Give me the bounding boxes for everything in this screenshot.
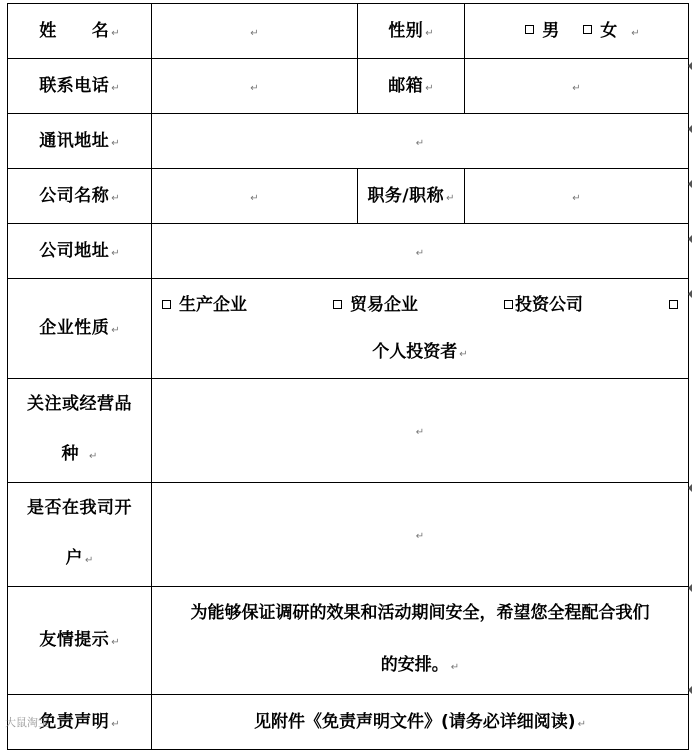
- row-products: [8, 379, 689, 483]
- row-marker-icon: [688, 235, 692, 243]
- email-label-cell: [358, 59, 465, 114]
- disclaimer-link[interactable]: 见附件《免责声明文件》(请务必详细阅读): [254, 711, 576, 732]
- nature-label: 企业性质: [39, 318, 110, 339]
- name-label: 姓 名: [39, 20, 110, 41]
- row-marker-icon: [688, 584, 692, 592]
- row-notice: [8, 587, 689, 695]
- address-label: 通讯地址: [39, 130, 110, 151]
- row-marker-icon: [688, 686, 692, 694]
- nature-option-label: 投资公司: [515, 295, 583, 316]
- row-nature: [8, 279, 689, 379]
- checkbox-icon[interactable]: [525, 25, 534, 34]
- return-mark: ↵: [450, 662, 460, 673]
- nature-option-investment[interactable]: [504, 295, 583, 315]
- nature-option-label: 生产企业: [179, 295, 247, 316]
- name-label-cell: [8, 4, 152, 59]
- products-label-text: 种: [61, 444, 80, 464]
- checkbox-icon[interactable]: [504, 300, 513, 309]
- row-marker-icon: [688, 290, 692, 298]
- nature-option-label: 贸易企业: [350, 295, 418, 316]
- notice-label: 友情提示: [39, 630, 110, 651]
- email-field[interactable]: [465, 59, 689, 114]
- return-mark: ↵: [89, 451, 98, 462]
- row-company: [8, 169, 689, 224]
- return-mark: ↵: [111, 82, 120, 94]
- return-mark: ↵: [415, 137, 425, 149]
- gender-options-cell: [465, 4, 689, 59]
- form-table: [7, 3, 689, 750]
- disclaimer-text-cell: [152, 695, 689, 750]
- company-field[interactable]: [152, 169, 358, 224]
- nature-option-label: 个人投资者: [372, 341, 458, 362]
- company-label: 公司名称: [39, 185, 110, 206]
- nature-option-trade[interactable]: [333, 295, 418, 315]
- notice-text: 的安排。: [380, 655, 449, 675]
- return-mark: ↵: [111, 27, 120, 39]
- position-field[interactable]: [465, 169, 689, 224]
- position-label: 职务/职称: [367, 185, 445, 206]
- nature-label-cell: [8, 279, 152, 379]
- gender-option-male[interactable]: [525, 21, 559, 41]
- position-label-cell: [358, 169, 465, 224]
- return-mark: ↵: [425, 82, 434, 94]
- return-mark: ↵: [415, 247, 425, 259]
- phone-label-cell: [8, 59, 152, 114]
- account-field[interactable]: [152, 483, 689, 587]
- company-address-label-cell: [8, 224, 152, 279]
- account-label-text: 户: [65, 548, 84, 568]
- return-mark: ↵: [111, 718, 120, 730]
- phone-label: 联系电话: [39, 75, 110, 96]
- return-mark: ↵: [631, 27, 640, 39]
- gender-label-cell: [358, 4, 465, 59]
- row-account: [8, 483, 689, 587]
- nature-option-individual[interactable]: [152, 342, 688, 362]
- products-label-cell: [8, 379, 152, 483]
- email-label: 邮箱: [388, 75, 424, 96]
- nature-options-cell: [152, 279, 689, 379]
- account-label-line2: [8, 533, 151, 586]
- row-phone: [8, 59, 689, 114]
- notice-text-line2: [152, 639, 688, 694]
- checkbox-icon[interactable]: [583, 25, 592, 34]
- company-address-label: 公司地址: [39, 240, 110, 261]
- account-label-line1: 是否在我司开: [27, 498, 132, 518]
- row-name: [8, 4, 689, 59]
- address-label-cell: [8, 114, 152, 169]
- notice-text-line1: 为能够保证调研的效果和活动期间安全，希望您全程配合我们: [190, 603, 650, 623]
- name-field[interactable]: [152, 4, 358, 59]
- return-mark: ↵: [572, 82, 581, 94]
- return-mark: ↵: [425, 27, 434, 39]
- checkbox-icon[interactable]: [333, 300, 342, 309]
- return-mark: ↵: [577, 718, 586, 730]
- gender-option-female[interactable]: [583, 21, 617, 41]
- gender-label: 性别: [388, 20, 424, 41]
- phone-field[interactable]: [152, 59, 358, 114]
- watermark: 大鼠淘宝: [5, 716, 49, 729]
- checkbox-icon[interactable]: [669, 300, 678, 309]
- products-label-line2: [8, 429, 151, 482]
- return-mark: ↵: [415, 427, 425, 439]
- return-mark: ↵: [572, 192, 581, 204]
- products-label-line1: 关注或经营品: [27, 394, 132, 414]
- row-marker-icon: [688, 125, 692, 133]
- account-label-cell: [8, 483, 152, 587]
- return-mark: ↵: [250, 192, 259, 204]
- checkbox-icon[interactable]: [162, 300, 171, 309]
- gender-option-label: 男: [542, 20, 560, 41]
- return-mark: ↵: [85, 555, 94, 566]
- return-mark: ↵: [250, 27, 259, 39]
- row-marker-icon: [688, 62, 692, 70]
- return-mark: ↵: [111, 637, 120, 649]
- row-disclaimer: [8, 695, 689, 750]
- notice-text-cell: [152, 587, 689, 695]
- return-mark: ↵: [111, 137, 120, 149]
- disclaimer-label: 免责声明: [39, 711, 110, 732]
- return-mark: ↵: [415, 531, 425, 543]
- registration-form: [7, 3, 688, 736]
- return-mark: ↵: [111, 325, 120, 337]
- notice-label-cell: [8, 587, 152, 695]
- products-field[interactable]: [152, 379, 689, 483]
- return-mark: ↵: [250, 82, 259, 94]
- row-marker-icon: [688, 484, 692, 492]
- row-address: [8, 114, 689, 169]
- nature-option-production[interactable]: [162, 295, 247, 315]
- return-mark: ↵: [459, 348, 468, 360]
- gender-option-label: 女: [600, 20, 618, 41]
- row-company-address: [8, 224, 689, 279]
- nature-option-individual-box[interactable]: [669, 295, 678, 315]
- company-label-cell: [8, 169, 152, 224]
- row-marker-icon: [688, 180, 692, 188]
- return-mark: ↵: [446, 192, 455, 204]
- company-address-field[interactable]: [152, 224, 689, 279]
- address-field[interactable]: [152, 114, 689, 169]
- return-mark: ↵: [111, 192, 120, 204]
- return-mark: ↵: [111, 247, 120, 259]
- nature-options-line: [152, 295, 688, 315]
